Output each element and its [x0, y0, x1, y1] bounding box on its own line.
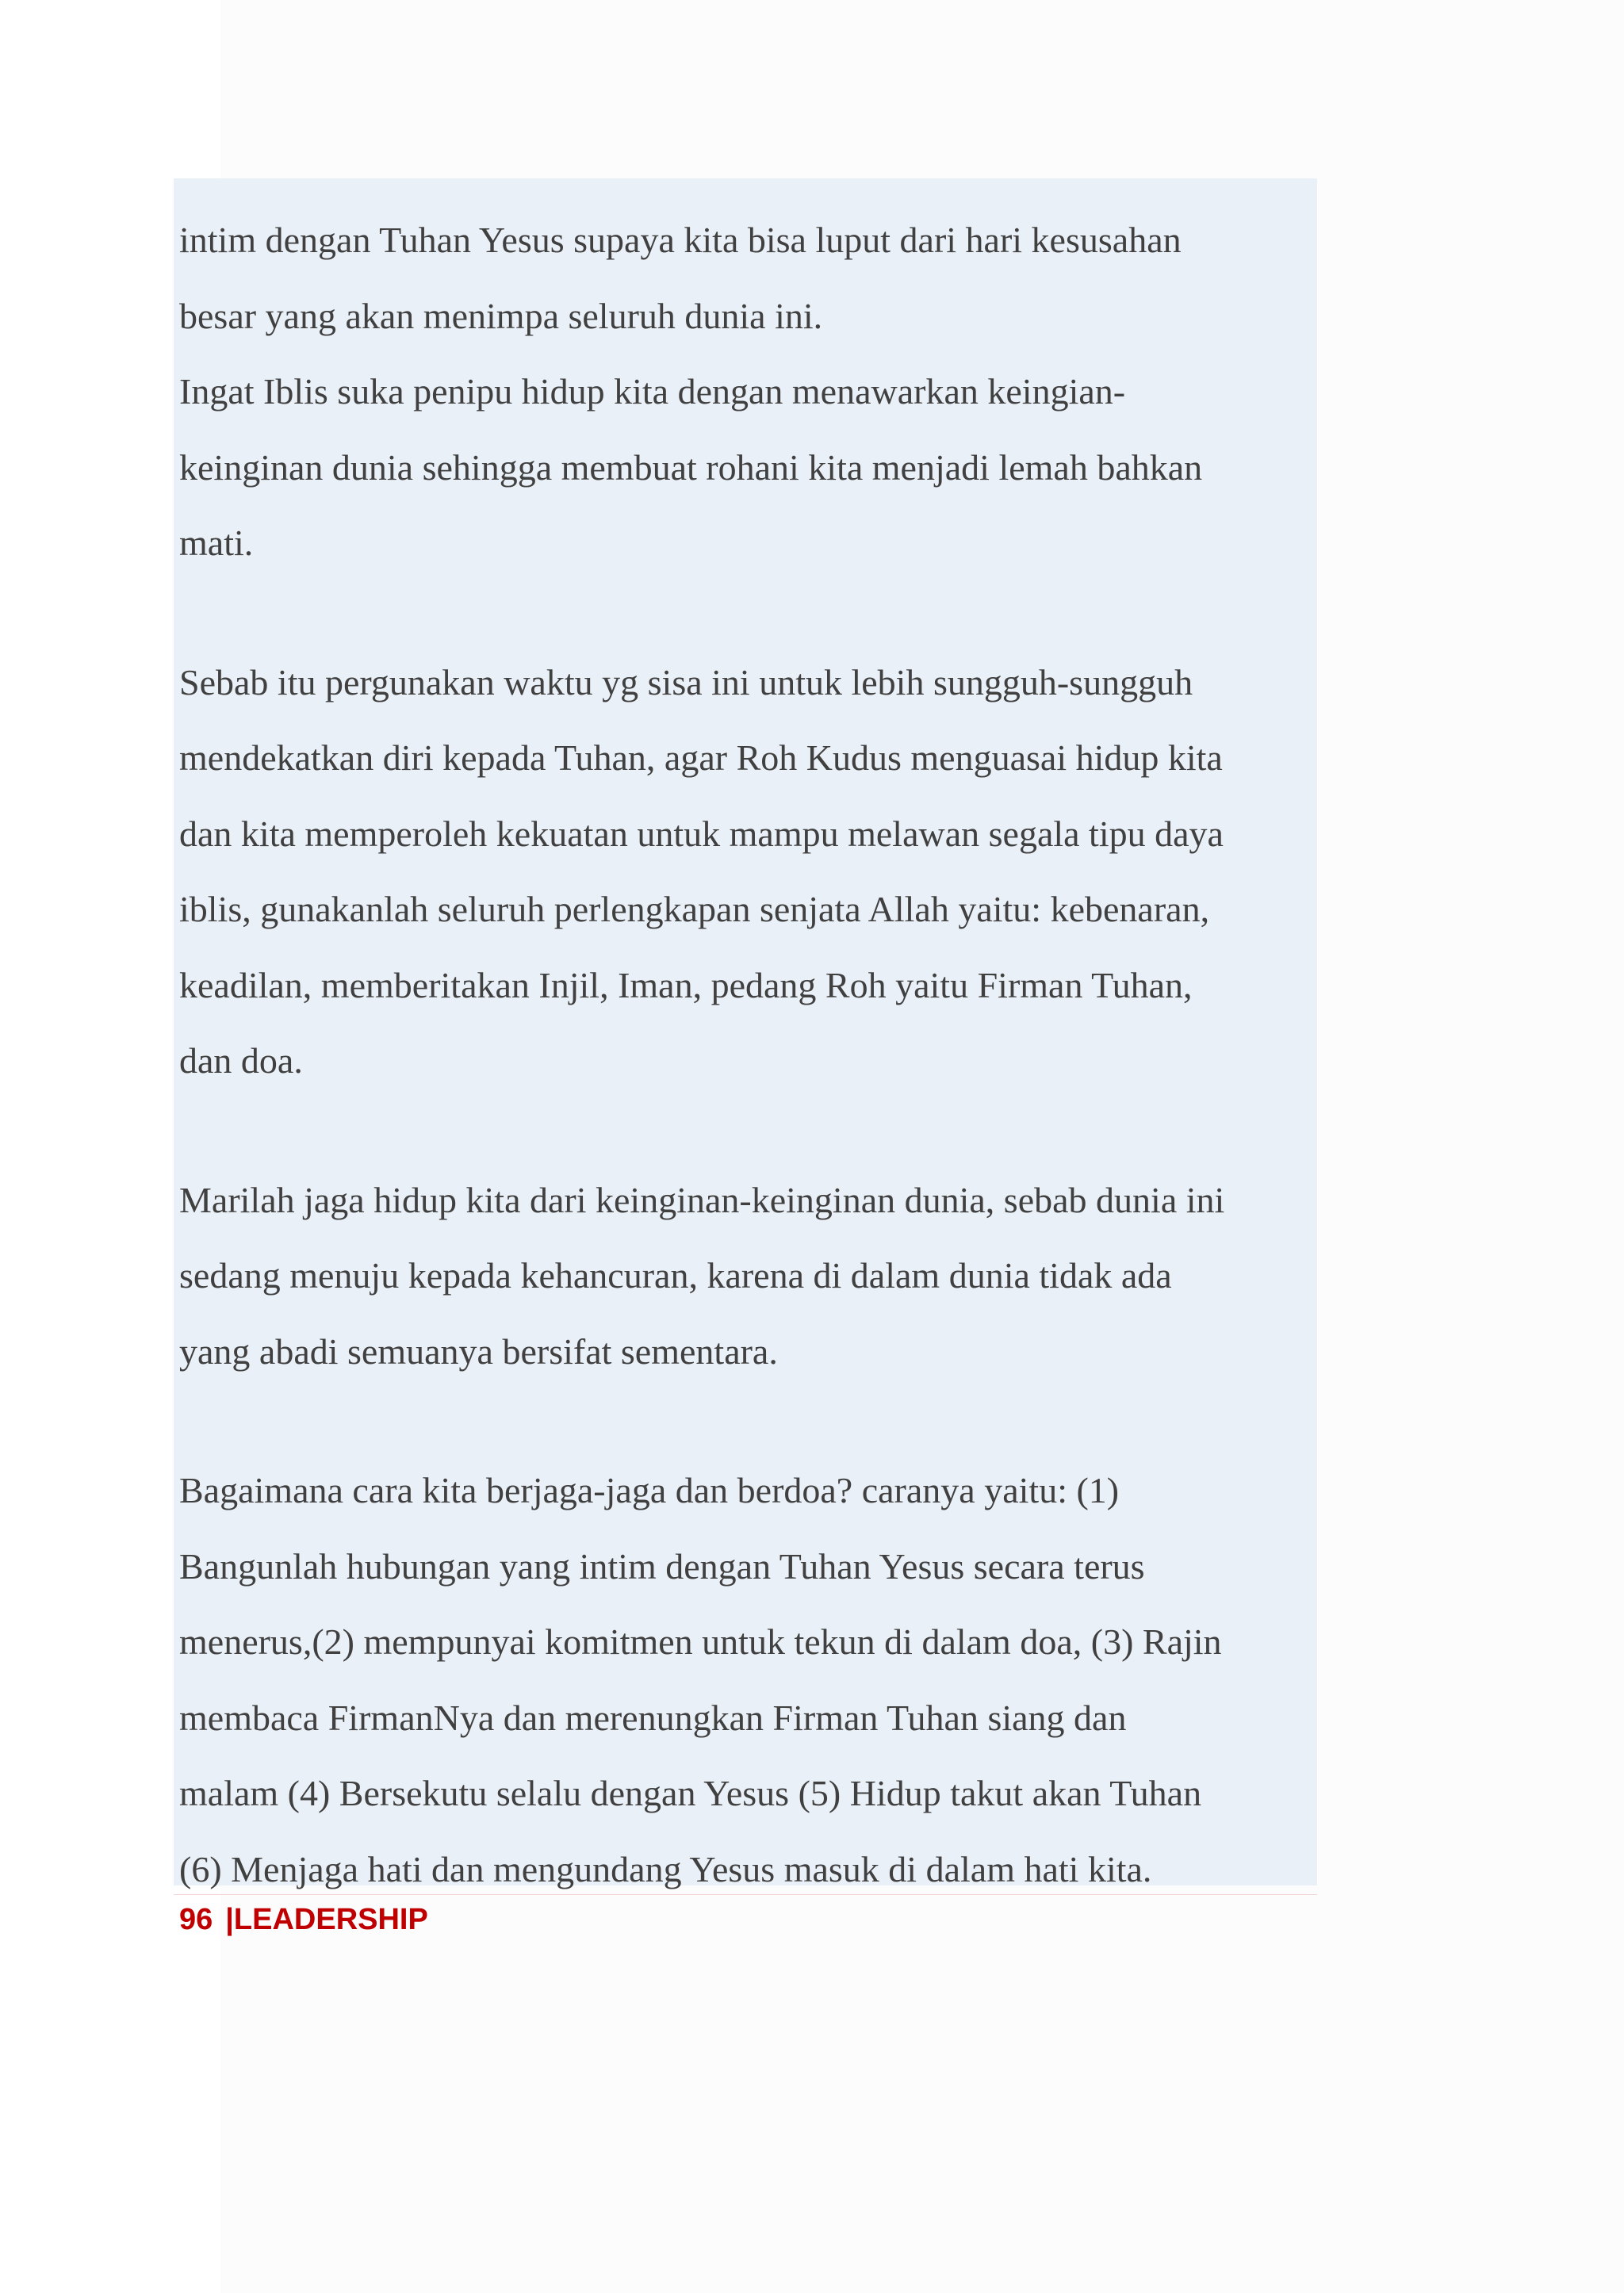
text-line: mati. — [179, 523, 254, 563]
text-line: keinginan dunia sehingga membuat rohani kita menjadi lemah bahkan — [179, 446, 1203, 488]
paragraph-1 — [179, 202, 1321, 581]
paragraph-2 — [179, 645, 1321, 1099]
paragraph-spacing — [179, 1099, 1321, 1162]
text-line: (6) Menjaga hati dan mengundang Yesus masuk di dalam hati kita. — [179, 1848, 1152, 1889]
text-line: menerus,(2) mempunyai komitmen untuk tekun di dalam doa, (3) Rajin — [179, 1621, 1222, 1662]
text-line: Marilah jaga hidup kita dari keinginan-keinginan dunia, sebab dunia ini — [179, 1179, 1225, 1220]
text-line: yang abadi semuanya bersifat sementara. — [179, 1330, 778, 1372]
text-line: keadilan, memberitakan Injil, Iman, pedang Roh yaitu Firman Tuhan, — [179, 964, 1193, 1005]
paragraph-4 — [179, 1453, 1321, 1907]
text-line: mendekatkan diri kepada Tuhan, agar Roh Kudus menguasai hidup kita — [179, 737, 1223, 778]
page-footer — [179, 1900, 428, 1939]
document-body-text — [179, 202, 1321, 1907]
text-line: Ingat Iblis suka penipu hidup kita dengan menawarkan keingian- — [179, 371, 1126, 412]
text-line: membaca FirmanNya dan merenungkan Firman Tuhan siang dan — [179, 1697, 1127, 1738]
text-line: intim dengan Tuhan Yesus supaya kita bisa luput dari hari kesusahan — [179, 220, 1182, 260]
text-line: dan kita memperoleh kekuatan untuk mampu melawan segala tipu daya — [179, 813, 1224, 854]
paragraph-3 — [179, 1162, 1321, 1390]
paragraph-spacing — [179, 1389, 1321, 1453]
text-line: Bagaimana cara kita berjaga-jaga dan berdoa? caranya yaitu: (1) — [179, 1470, 1120, 1510]
paragraph-spacing — [179, 581, 1321, 645]
text-line: besar yang akan menimpa seluruh dunia ini. — [179, 295, 823, 336]
footer-divider — [174, 1894, 1317, 1895]
text-line: sedang menuju kepada kehancuran, karena di dalam dunia tidak ada — [179, 1255, 1172, 1296]
text-line: malam (4) Bersekutu selalu dengan Yesus (5) Hidup takut akan Tuhan — [179, 1773, 1202, 1813]
text-line: Sebab itu pergunakan waktu yg sisa ini untuk lebih sungguh-sungguh — [179, 661, 1193, 702]
text-line: dan doa. — [179, 1040, 303, 1081]
text-line: iblis, gunakanlah seluruh perlengkapan senjata Allah yaitu: kebenaran, — [179, 889, 1210, 929]
footer-page-number: 96 — [179, 1903, 213, 1936]
footer-title: |LEADERSHIP — [225, 1903, 428, 1936]
text-line: Bangunlah hubungan yang intim dengan Tuhan Yesus secara terus — [179, 1545, 1145, 1587]
